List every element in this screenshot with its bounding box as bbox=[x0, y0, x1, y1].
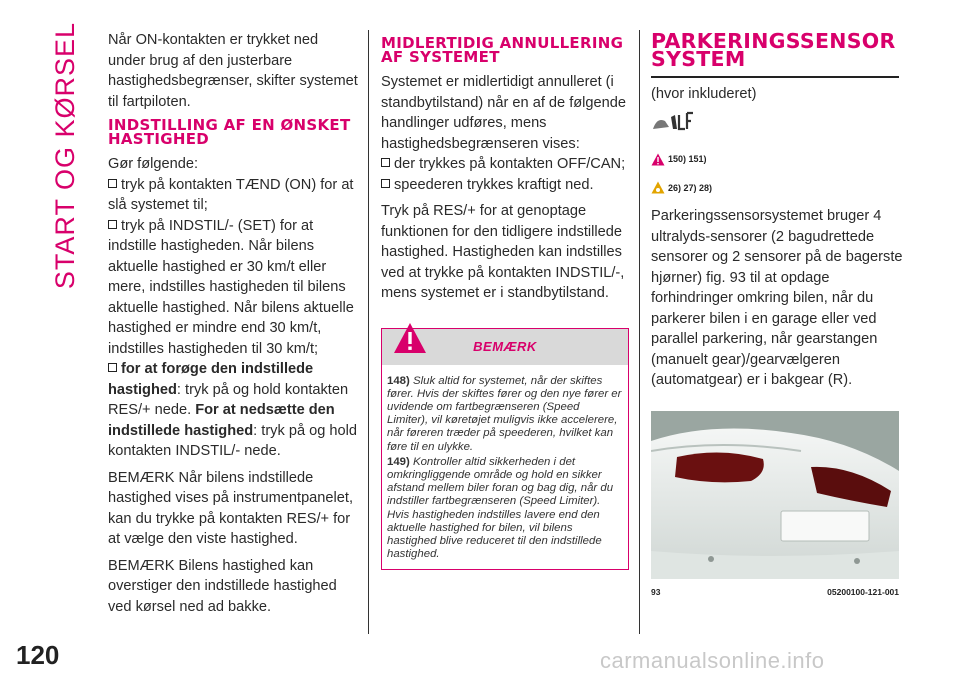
figure-number: 93 bbox=[651, 586, 661, 597]
checkbox-bullet-icon bbox=[381, 179, 390, 188]
paragraph: Når ON-kontakten er trykket ned under brug af den justerbare hastighedsbegrænser, skifter systemet til fartpiloten. bbox=[108, 32, 358, 110]
paragraph: Parkeringssensorsystemet bruger 4 ultralyds-sensorer (2 bagudrettede sensorer og 2 sensorer på de bagerste hjørner) fig. 93 til at opdage forhindringer omkring bilen, når du parkerer bilen i en garage eller ved parallel parkering, når gearstangen (manuelt gear)/gearvælgeren (automatgear) er i bakgear (R). bbox=[651, 208, 903, 388]
column-2 bbox=[381, 30, 631, 570]
section-heading: INDSTILLING AF EN ØNSKET HASTIGHED bbox=[108, 116, 351, 148]
warning-text: Kontroller altid sikkerheden i det omkringliggende område og hold en sikker afstand mellem biler foran og bag dig, når du indstiller fartbegrænseren (Speed Limiter). Hvis hastigheden indstilles lavere end den aktuelle hastighed for bilen, vil bilens hastighed blive reduceret til den indstillede hastighed. bbox=[387, 455, 614, 561]
figure-caption bbox=[651, 582, 899, 603]
reference-row bbox=[651, 178, 913, 199]
section-side-title: START OG KØRSEL bbox=[50, 22, 80, 290]
column-divider-1 bbox=[368, 30, 369, 634]
list-item: der trykkes på kontakten OFF/CAN; bbox=[381, 154, 631, 175]
heading-underline bbox=[651, 76, 899, 78]
car-rear-illustration bbox=[651, 411, 899, 579]
figure-car-rear-photo bbox=[651, 411, 899, 579]
subtitle: (hvor inkluderet) bbox=[651, 86, 757, 102]
warning-text: Sluk altid for systemet, når der skiftes fører. Hvis der skiftes fører og den nye fører er uvidende om fartbegrænseren (Speed Limiter), vil køretøjet muligvis ikke accelerere, når føreren træder på speederen, hvilket kan føre til en ulykke. bbox=[387, 374, 622, 453]
checkbox-bullet-icon bbox=[108, 179, 117, 188]
column-divider-2 bbox=[639, 30, 640, 634]
reference-row bbox=[651, 149, 913, 170]
warning-body bbox=[382, 365, 628, 570]
optional-equipment-icon bbox=[651, 109, 697, 133]
paragraph: Gør følgende: bbox=[108, 156, 199, 172]
warning-header bbox=[382, 329, 628, 365]
note-paragraph: BEMÆRK Bilens hastighed kan overstiger den indstillede hastighed ved kørsel ned ad bakke. bbox=[108, 557, 337, 615]
reference-numbers: 26) 27) 28) bbox=[668, 182, 713, 193]
warning-number: 148) bbox=[387, 374, 410, 387]
list-item: for at forøge den indstillede hastighed: tryk på og hold kontakten RES/+ nede. For at nedsætte den indstillede hastighed: tryk på og hold kontakten INDSTIL/- nede. bbox=[108, 361, 357, 459]
reference-numbers: 150) 151) bbox=[668, 154, 707, 164]
column-3 bbox=[651, 30, 913, 602]
column-1 bbox=[108, 30, 358, 623]
warning-triangle-icon bbox=[651, 153, 665, 166]
watermark: carmanualsonline.info bbox=[600, 648, 825, 673]
list-item: tryk på INDSTIL/- (SET) for at indstille hastigheden. Når bilens aktuelle hastighed er 30 km/t eller mere, indstilles hastigheden til bilens aktuelle hastighed. Når bilens aktuelle hastighed er mindre end 30 km/t, indstilles hastigheden til 30 km/t; bbox=[108, 217, 354, 357]
warning-number: 149) bbox=[387, 455, 410, 468]
list-item: speederen trykkes kraftigt ned. bbox=[381, 175, 631, 196]
section-heading: MIDLERTIDIG ANNULLERING AF SYSTEMET bbox=[381, 34, 624, 66]
paragraph: Tryk på RES/+ for at genoptage funktionen for den tidligere indstillede hastighed. Hastigheden kan indstilles ved at trykke på kontakten INDSTIL/-, mens systemet er i standbytilstand. bbox=[381, 203, 625, 301]
page-number: 120 bbox=[16, 640, 60, 670]
list-item: tryk på kontakten TÆND (ON) for at slå systemet til; bbox=[108, 176, 354, 213]
warning-triangle-icon bbox=[392, 321, 428, 355]
paragraph: Systemet er midlertidigt annulleret (i standbytilstand) når en af de følgende handlinger udføres, mens hastighedsbegrænseren vises: bbox=[381, 74, 627, 152]
figure-code: 05200100-121-001 bbox=[827, 586, 899, 597]
note-paragraph: BEMÆRK Når bilens indstillede hastighed vises på instrumentpanelet, kan du trykke på kontakten RES/+ for at vælge den viste hastighed. bbox=[108, 469, 354, 547]
checkbox-bullet-icon bbox=[381, 158, 390, 167]
warning-box bbox=[381, 328, 629, 571]
caution-triangle-icon bbox=[651, 181, 665, 194]
warning-title: BEMÆRK bbox=[473, 338, 537, 354]
checkbox-bullet-icon bbox=[108, 363, 117, 372]
checkbox-bullet-icon bbox=[108, 220, 117, 229]
section-heading: PARKERINGSSENSOR SYSTEM bbox=[651, 29, 896, 71]
